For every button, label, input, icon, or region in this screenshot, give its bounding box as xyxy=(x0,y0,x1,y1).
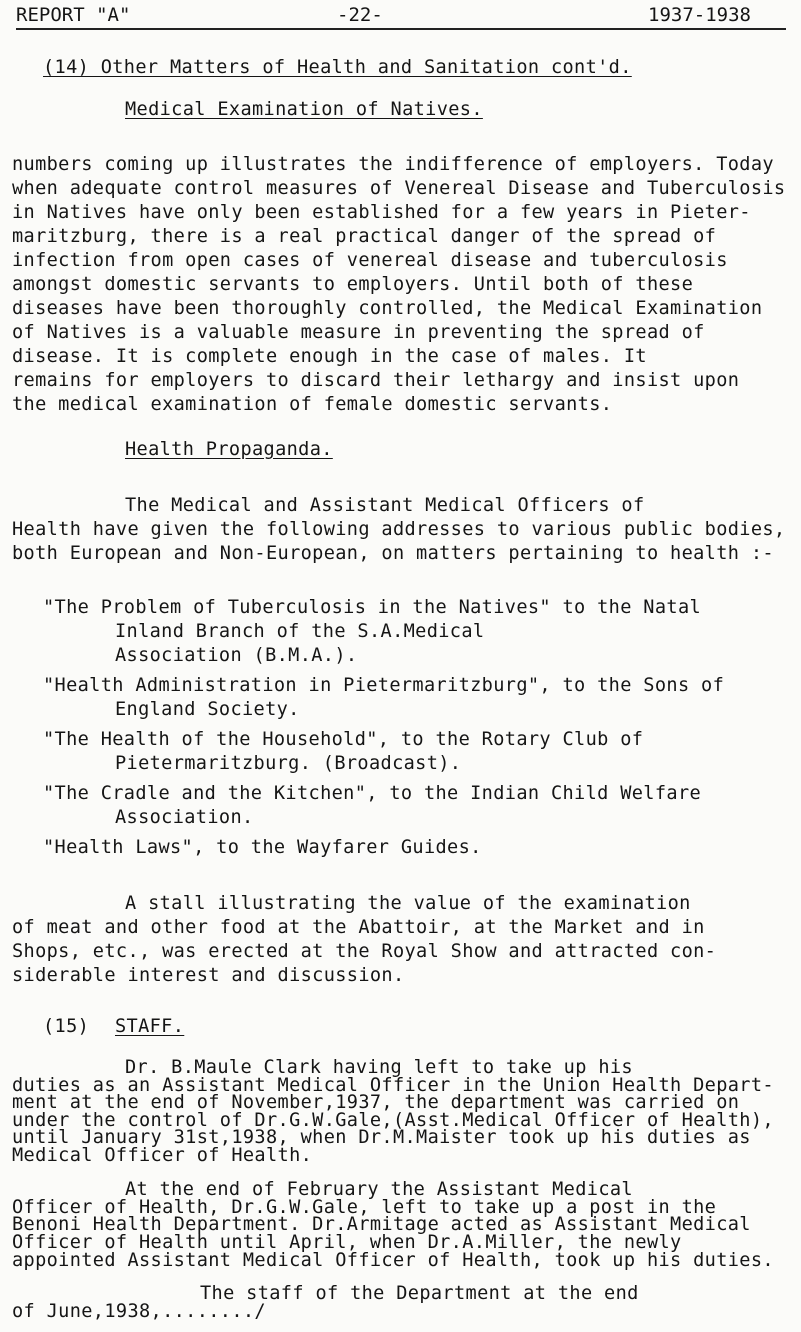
text-line: duties as an Assistant Medical Officer in the Union Health Depart- xyxy=(12,1074,774,1096)
text-line: Benoni Health Department. Dr.Armitage acted as Assistant Medical xyxy=(12,1214,751,1236)
text-line: England Society. xyxy=(115,699,300,720)
report-years: 1937-1938 xyxy=(648,4,751,26)
text-line: Officer of Health until April, when Dr.A.Miller, the newly xyxy=(12,1231,682,1253)
text-line: Shops, etc., was erected at the Royal Show and attracted con- xyxy=(12,941,717,962)
text-line: "The Health of the Household", to the Rotary Club of xyxy=(43,729,644,750)
text-line: At the end of February the Assistant Medical xyxy=(125,1178,633,1200)
report-label: REPORT "A" xyxy=(16,4,131,26)
text-line: "The Problem of Tuberculosis in the Natives" to the Natal xyxy=(43,597,702,618)
health-propaganda-heading: Health Propaganda. xyxy=(125,439,333,460)
text-line: siderable interest and discussion. xyxy=(12,965,405,986)
text-line: Health have given the following addresses to various public bodies, xyxy=(12,519,786,540)
text-line: infection from open cases of venereal disease and tuberculosis xyxy=(12,250,728,271)
text-line: The Medical and Assistant Medical Officers of xyxy=(125,495,645,516)
text-line: both European and Non-European, on matters pertaining to health :- xyxy=(12,543,774,564)
text-line: appointed Assistant Medical Officer of Health, took up his duties. xyxy=(12,1249,774,1271)
text-line: "Health Laws", to the Wayfarer Guides. xyxy=(43,837,482,858)
text-line: of Natives is a valuable measure in preventing the spread of xyxy=(12,322,705,343)
text-line: under the control of Dr.G.W.Gale,(Asst.Medical Officer of Health), xyxy=(12,1109,774,1131)
text-line: amongst domestic servants to employers. Until both of these xyxy=(12,274,694,295)
text-line: numbers coming up illustrates the indifference of employers. Today xyxy=(12,154,774,175)
text-line: Officer of Health, Dr.G.W.Gale, left to take up a post in the xyxy=(12,1196,717,1218)
text-line: The staff of the Department at the end xyxy=(200,1283,639,1305)
text-line: Inland Branch of the S.A.Medical xyxy=(115,621,485,642)
text-line: Pietermaritzburg. (Broadcast). xyxy=(115,753,462,774)
text-line: until January 31st,1938, when Dr.M.Maister took up his duties as xyxy=(12,1127,751,1149)
text-line: disease. It is complete enough in the case of males. It xyxy=(12,346,647,367)
text-line: of June,1938,......../ xyxy=(12,1301,266,1322)
text-line: Medical Officer of Health. xyxy=(12,1145,313,1167)
text-line: Association. xyxy=(115,807,254,828)
text-line: Dr. B.Maule Clark having left to take up his xyxy=(125,1056,633,1078)
header-rule xyxy=(16,28,786,30)
page-header xyxy=(16,2,786,28)
text-line: diseases have been thoroughly controlled, the Medical Examination xyxy=(12,298,763,319)
text-line: ment at the end of November,1937, the department was carried on xyxy=(12,1092,740,1114)
text-line: "The Cradle and the Kitchen", to the Indian Child Welfare xyxy=(43,783,702,804)
section-15-title: STAFF. xyxy=(115,1016,185,1038)
text-line: A stall illustrating the value of the examination xyxy=(125,893,691,914)
text-line: remains for employers to discard their lethargy and insist upon xyxy=(12,370,740,391)
section-14-title: (14) Other Matters of Health and Sanitation cont'd. xyxy=(43,57,632,78)
text-line: of meat and other food at the Abattoir, at the Market and in xyxy=(12,917,705,938)
text-line: the medical examination of female domestic servants. xyxy=(12,394,613,415)
text-line: in Natives have only been established for a few years in Pieter- xyxy=(12,202,751,223)
text-line: "Health Administration in Pietermaritzburg", to the Sons of xyxy=(43,675,725,696)
medical-exam-heading: Medical Examination of Natives. xyxy=(125,99,483,120)
text-line: when adequate control measures of Venereal Disease and Tuberculosis xyxy=(12,178,786,199)
page-number: -22- xyxy=(337,4,383,26)
text-line: maritzburg, there is a real practical danger of the spread of xyxy=(12,226,717,247)
section-15-number: (15) xyxy=(43,1016,90,1038)
text-line: Association (B.M.A.). xyxy=(115,645,358,666)
